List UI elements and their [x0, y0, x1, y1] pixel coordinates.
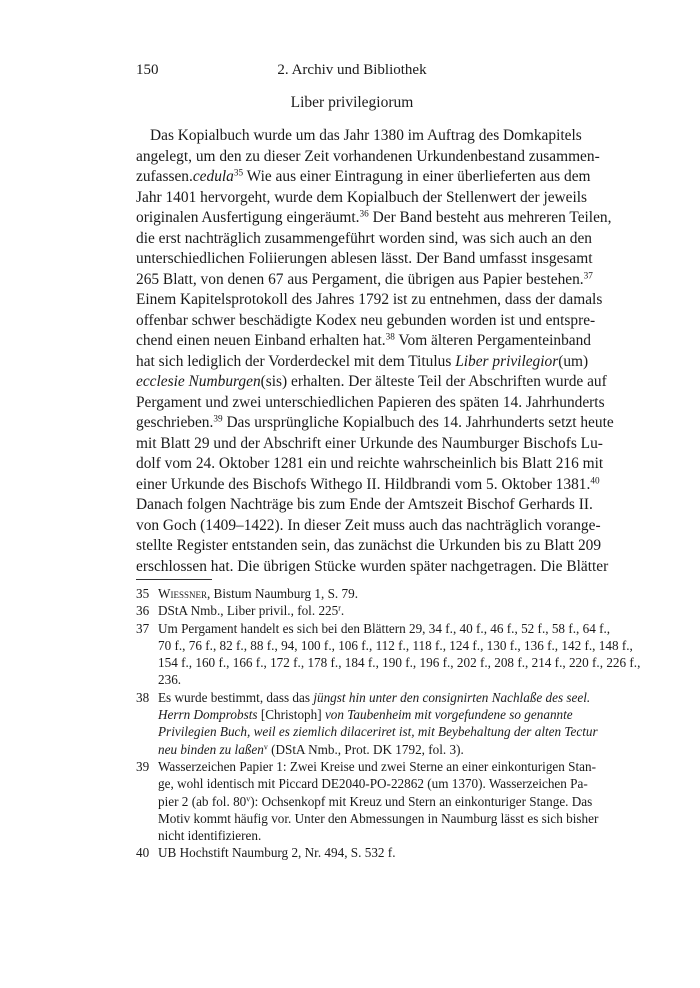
line-text: .	[340, 603, 345, 619]
line-text: DStA Nmb., Liber privil., fol. 225	[158, 603, 339, 619]
footnote-line	[158, 585, 568, 602]
footnote-number: 36	[136, 603, 150, 619]
footnote-ref: 39	[213, 413, 223, 424]
line-text: einer Urkunde des Bischofs Withego II. Hildbrandi vom 5. Oktober 1381.	[136, 475, 591, 493]
footnote-line	[158, 758, 596, 775]
italic-text: Liber privilegior	[455, 352, 559, 370]
body-line	[136, 331, 591, 352]
footnote-number: 40	[136, 845, 150, 861]
line-text: unterschiedlichen Foliierungen ablesen lässt. Der Band umfasst insgesamt	[136, 250, 593, 267]
line-text: Wie aus einer Eintragung in einer überlieferten	[243, 168, 540, 185]
line-text: erschlossen hat. Die übrigen Stücke wurden später nachgetragen. Die Blätter	[136, 557, 609, 575]
footnote-text	[158, 758, 599, 844]
line-text: (um)	[558, 352, 589, 370]
line-text: 154 f., 160 f., 166 f., 172 f., 178 f., 184 f., 190 f., 196 f., 202 f., 208 f., 214 f., 220 f., 226 f.,	[158, 655, 641, 671]
line-text: 236.	[158, 672, 182, 688]
footnote-text	[158, 689, 598, 758]
line-text: Das Kopialbuch wurde um das Jahr 1380 im Auftrag des Domkapitels	[150, 127, 582, 144]
footnote-ref: 36	[359, 208, 369, 219]
footnote-ref: 35	[233, 167, 244, 178]
footnote-text	[158, 585, 568, 602]
body-line	[136, 167, 591, 188]
footnote-line	[158, 793, 593, 810]
line-text: stellte Register entstanden sein, das zunächst die Urkunden bis zu Blatt 209	[136, 537, 602, 554]
body-line	[136, 434, 603, 455]
body-line	[136, 536, 602, 557]
line-text: geschrieben.	[136, 414, 214, 431]
footnote-line	[158, 689, 591, 706]
body-line	[136, 495, 593, 516]
footnote-text	[158, 844, 568, 861]
line-text: ).	[456, 741, 464, 757]
body-line	[136, 516, 601, 537]
footnote-line	[158, 844, 568, 861]
body-line	[136, 454, 604, 475]
line-text: die erst nachträglich zusammengeführt worden sind, was sich auch an den	[136, 229, 593, 247]
footnote-line	[158, 602, 568, 619]
line-text: angelegt, um den zu dieser Zeit vorhandenen Urkundenbestand zusammen-	[136, 147, 600, 165]
line-text: Jahr 1401 hervorgeht, wurde dem Kopialbuch der Stellenwert der jeweils	[136, 188, 588, 206]
footnote-line	[158, 741, 568, 758]
running-head: 2. Archiv und Bibliothek	[277, 62, 427, 78]
footnote-line	[158, 723, 598, 740]
line-text: 70 f., 76 f., 82 f., 88 f., 94, 100 f., 106 f., 112 f., 118 f., 124 f., 130 f., 136 f., 142 f., 148 f.,	[158, 637, 633, 653]
body-line	[136, 311, 596, 332]
italic-text: von Taubenheim mit vorgefundene so genannte	[324, 707, 573, 723]
line-text: Pergament und zwei unterschiedlichen Papieren des späten 14. Jahrhunderts	[136, 393, 605, 411]
footnote-line	[158, 706, 573, 723]
line-text: UB Hochstift Naumburg 2, Nr. 494, S. 532 f.	[158, 845, 396, 861]
line-text: ge, wohl identisch mit Piccard DE2040-PO-22862 (um 1370). Wasserzeichen Pa-	[158, 776, 588, 792]
footnote	[136, 602, 568, 619]
footnote-ref: r	[338, 603, 341, 613]
italic-text: cedula	[192, 168, 234, 185]
line-text: ): Ochsenkopf mit Kreuz und Stern an einkonturiger Stange. Das	[250, 793, 593, 809]
footnote-ref: 37	[583, 269, 593, 280]
footnote-line	[158, 810, 599, 827]
line-text: Das ursprüngliche Kopialbuch des 14. Jahrhunderts setzt heute	[222, 414, 614, 431]
line-text: 265 Blatt, von denen 67 aus Pergament, die übrigen aus Papier bestehen.	[136, 270, 584, 288]
line-text: , Bistum Naumburg 1, S. 79.	[206, 586, 359, 601]
line-text: dolf vom 24. Oktober 1281 ein und reichte wahrscheinlich bis Blatt 216 mit	[136, 455, 604, 472]
footnote-number: 39	[136, 758, 150, 774]
footnote	[136, 689, 598, 758]
footnote	[136, 620, 641, 689]
italic-text: Privilegien Buch, weil es ziemlich dilaceriret ist, mit Beybehaltung der alten Tectur	[158, 724, 598, 740]
footnote	[136, 844, 568, 861]
line-text: Wasserzeichen Papier 1: Zwei Kreise und zwei Sterne an einer einkonturigen Stan-	[158, 758, 596, 774]
footnote	[136, 585, 568, 602]
line-text: Einem Kapitelsprotokoll des Jahres 1792 ist zu entnehmen, dass der damals	[136, 291, 603, 308]
footnote-text	[158, 602, 568, 619]
footnote-line	[158, 654, 641, 671]
body-line	[136, 372, 607, 393]
footnote-number: 35	[136, 586, 150, 601]
body-line	[136, 126, 582, 147]
body-line	[136, 147, 600, 168]
body-line	[136, 290, 603, 311]
footnote	[136, 758, 599, 844]
line-text: (sis) erhalten. Der älteste Teil der Abschriften wurde auf	[260, 373, 607, 390]
line-text: Es wurde bestimmt, dass das	[158, 689, 314, 705]
line-text: originalen Ausfertigung eingeräumt.	[136, 209, 360, 226]
body-line	[136, 352, 589, 373]
line-text: Der Band besteht aus mehreren Teilen,	[368, 209, 612, 226]
body-line	[136, 413, 614, 434]
footnote-line	[158, 637, 633, 654]
body-line	[136, 188, 588, 209]
footnote-ref: 38	[385, 331, 395, 342]
line-text: Motiv kommt häufig vor. Unter den Abmessungen in Naumburg lässt es sich bisher	[158, 810, 599, 826]
footnotes	[136, 585, 641, 862]
line-text: nicht identifizieren.	[158, 828, 262, 844]
line-text: (DStA Nmb., Prot. DK 1792, fol. 3	[267, 741, 457, 757]
line-text: Vom älteren Pergamenteinband	[394, 332, 591, 349]
body-line	[136, 229, 593, 250]
line-text: von Goch (1409–1422). In dieser Zeit muss auch das nachträglich vorange-	[136, 516, 601, 534]
line-text: hat sich lediglich der Vorderdeckel mit dem Titulus	[136, 352, 456, 370]
footnote-ref: v	[263, 741, 268, 751]
footnote-line	[158, 827, 568, 844]
body-line	[136, 393, 605, 414]
line-text: [Christoph]	[257, 707, 325, 723]
body-text	[136, 126, 614, 577]
footnote-ref: v	[246, 793, 251, 803]
italic-text: Herrn Domprobsts	[158, 707, 258, 723]
author-name: Wiessner	[158, 586, 207, 601]
footnote-line	[158, 671, 568, 688]
footnote-line	[158, 775, 588, 792]
line-text: pier 2 (ab fol. 80	[158, 793, 247, 809]
body-line	[136, 208, 612, 229]
footnote-ref: 40	[590, 474, 600, 485]
line-text: offenbar schwer beschädigte Kodex neu gebunden worden ist und entspre-	[136, 311, 596, 329]
body-line	[136, 269, 593, 291]
line-text: aus dem	[539, 168, 591, 185]
footnote-number: 38	[136, 689, 150, 705]
body-line	[136, 249, 593, 270]
footnote-line	[158, 620, 611, 637]
italic-text: jüngst hin unter den consignirten Nachlaße des seel.	[313, 689, 591, 705]
line-text: chend einen neuen Einband erhalten hat.	[136, 332, 386, 349]
body-line	[136, 474, 600, 496]
footnote-text	[158, 620, 641, 689]
page-number: 150	[136, 62, 159, 78]
line-text: mit Blatt 29 und der Abschrift einer Urkunde des Naumburger Bischofs Lu-	[136, 434, 603, 452]
footnote-rule	[136, 579, 212, 580]
italic-text: ecclesie Numburgen	[136, 373, 261, 390]
footnote-number: 37	[136, 620, 150, 636]
body-line	[136, 557, 609, 578]
section-title: Liber privilegiorum	[290, 94, 414, 111]
line-text: zufassen.	[136, 168, 193, 185]
line-text: Danach folgen Nachträge bis zum Ende der Amtszeit Bischof Gerhards II.	[136, 496, 593, 513]
italic-text: neu binden zu laßen	[158, 741, 264, 757]
line-text: Um Pergament handelt es sich bei den Blättern 29, 34 f., 40 f., 46 f., 52 f., 58 f., 64 f.,	[158, 620, 611, 636]
page-header	[136, 62, 568, 82]
